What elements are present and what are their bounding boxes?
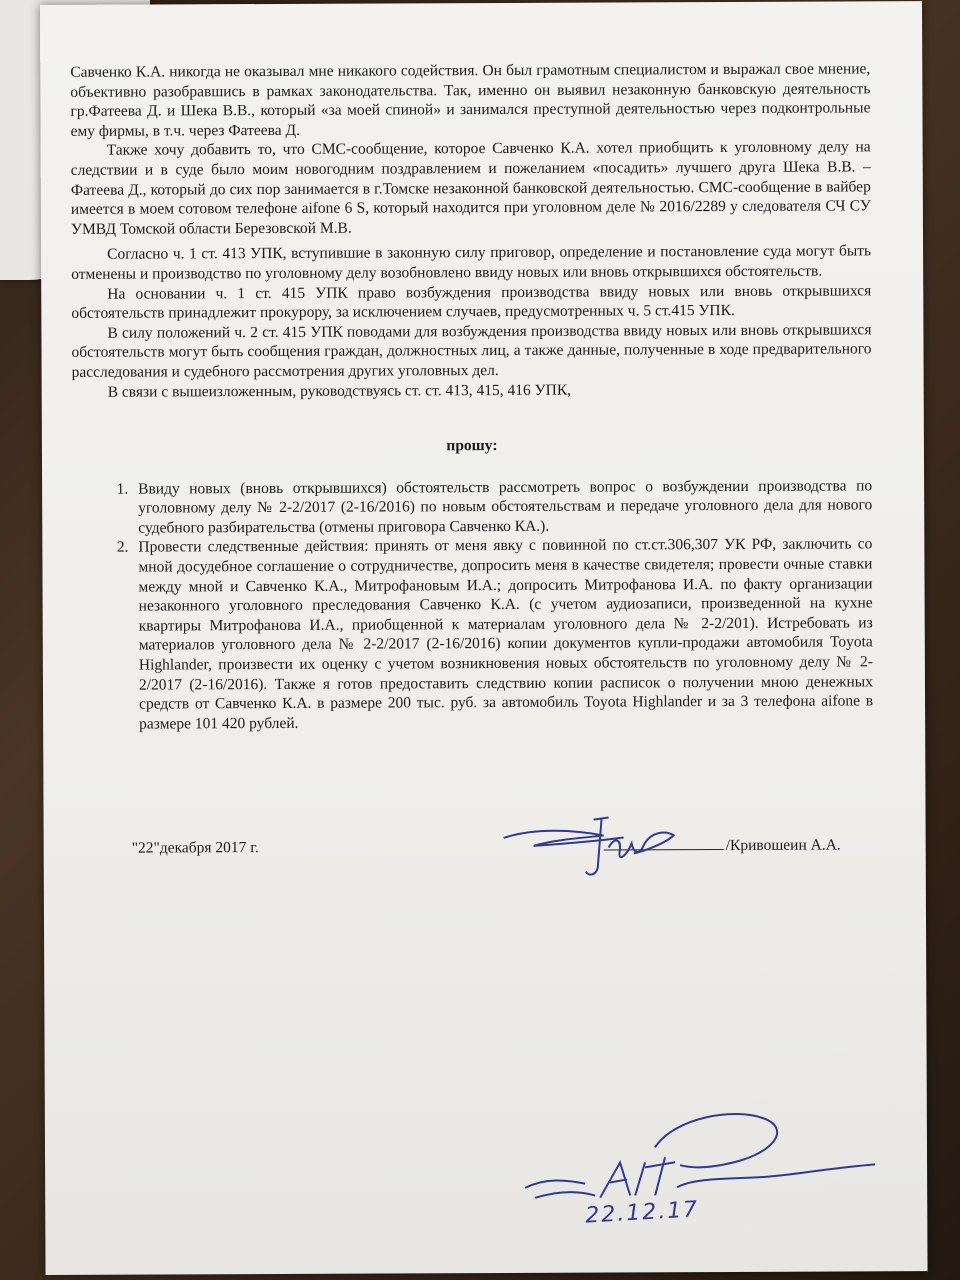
request-list [72, 476, 873, 734]
document-date: "22"декабря 2017 г. [131, 839, 259, 857]
request-heading: прошу: [446, 437, 498, 455]
signer-name: /Кривошеин А.А. [725, 836, 841, 855]
document-page [40, 1, 928, 1275]
request-item-1: 1. Ввиду новых (вновь открывшихся) обстоятельств рассмотреть вопрос о возбуждении производства по уголовному делу № 2-2/2017 (2-16/2016) по новым обстоятельствам и передаче уголовного дела для нового судебного разбирательства (отмены приговора Савченко КА.). [132, 476, 872, 538]
paragraph-1: Савченко К.А. никогда не оказывал мне никакого содействия. Он был грамотным специалистом и выражал свое мнение, объективно разобравшись в рамках законодательства. Так, именно он выявил незаконную банковскую деятельность гр.Фатеева Д. и Шека В.В., который «за моей спиной» и занимался преступной деятельностью через подконтрольные ему фирмы, в т.ч. через Фатеева Д. [70, 60, 871, 140]
paragraph-3: Согласно ч. 1 ст. 413 УПК, вступившие в законную силу приговор, определение и постановление суда могут быть отменены и производство по уголовному делу возобновлено ввиду новых или вновь открывшихся обстоятельств. [71, 242, 872, 283]
document-body [70, 59, 873, 734]
paragraph-6: В связи с вышеизложенным, руководствуясь ст. ст. 413, 415, 416 УПК, [107, 381, 572, 401]
paragraph-5: В силу положений ч. 2 ст. 415 УПК поводами для возбуждения производства ввиду новых или вновь открывшихся обстоятельств могут быть сообщения граждан, должностных лиц, а также данные, полученные в ходе предварительного расследования и судебного рассмотрения других уголовных дел. [71, 321, 872, 381]
handwritten-date: 22.12.17 [584, 1197, 700, 1229]
request-item-2: 2. Провести следственные действия: принять от меня явку с повинной по ст.ст.306,307 УК РФ, заключить со мной досудебное соглашение о сотрудничестве, допросить меня в качестве свидетеля; провести очные ставки между мной и Савченко К.А., Митрофановым И.А.; допросить Митрофанова И.А. по факту организации незаконного уголовного преследования Савченко К.А. (с учетом аудиозаписи, произведенной на кухне квартиры Митрофанова И.А., приобщенной к материалам уголовного дела № 2-2/201). Истребовать из материалов уголовного дела № 2-2/2017 (2-16/2016) копии документов купли-продажи автомобиля Toyota Highlander, произвести их оценку с учетом возникновения новых обстоятельств по уголовному делу № 2-2/2017 (2-16/2016). Также я готов предоставить следствию копии расписок о получении мною денежных средств от Савченко К.А. в размере 200 тыс. руб. за автомобиль Toyota Highlander и за 3 телефона aifone в размере 101 420 рублей. [132, 535, 873, 734]
signature-mark [494, 807, 714, 888]
paragraph-4: На основании ч. 1 ст. 415 УПК право возбуждения производства ввиду новых или вновь открывшихся обстоятельств принадлежит прокурору, за исключением случаев, предусмотренных ч. 5 ст.415 УПК. [71, 281, 872, 322]
paragraph-2: Также хочу добавить то, что СМС-сообщение, которое Савченко К.А. хотел приобщить к уголовному делу на следствии и в суде было моим новогодним поздравлением и пожеланием «посадить» лучшего друга Шека В.В. – Фатеева Д., который до сих пор занимается в г.Томске незаконной банковской деятельностью. СМС-сообщение в вайбер имеется в моем сотовом телефоне aifone 6 S, который находится при уголовном деле № 2016/2289 у следователя СЧ СУ УМВД Томской области Березовской М.В. [70, 138, 871, 238]
